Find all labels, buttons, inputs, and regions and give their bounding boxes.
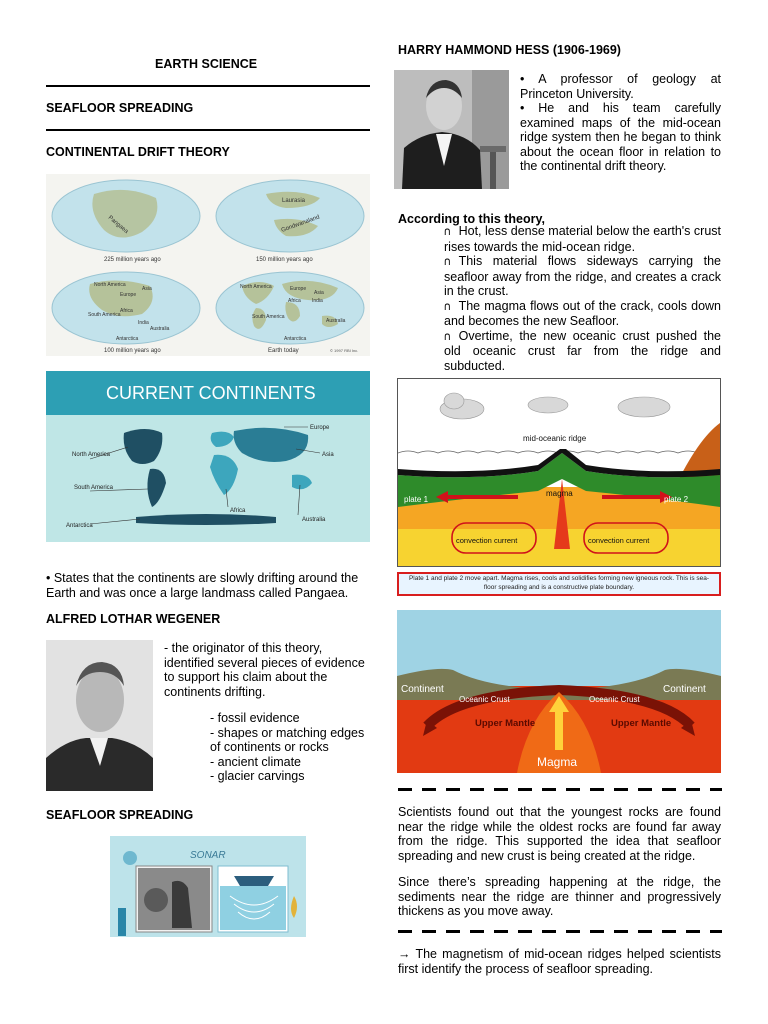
heading-seafloor-spreading-2: SEAFLOOR SPREADING — [46, 808, 194, 822]
crust-right-label: Oceanic Crust — [589, 695, 640, 704]
wegener-description: - the originator of this theory, identified several pieces of evidence to support his claim about the continents drifting. — [164, 641, 365, 699]
africa-label: Africa — [230, 508, 246, 514]
india-label: India — [312, 298, 323, 304]
plate1-label: plate 1 — [404, 495, 429, 504]
sa-label: South America — [74, 485, 114, 491]
plate2-label: plate 2 — [664, 495, 689, 504]
theory-statement: • States that the continents are slowly drifting around the Earth and was once a large landmass called Pangaea. — [46, 571, 359, 600]
evidence-item: - ancient climate — [210, 754, 302, 769]
current-continents-image — [46, 371, 370, 542]
ship-icon — [234, 876, 274, 886]
na-label: North America — [94, 282, 126, 288]
na-label: North America — [72, 452, 111, 458]
hess-bullets — [520, 72, 721, 174]
according-heading: According to this theory, — [398, 212, 545, 226]
ridge-label: mid-oceanic ridge — [523, 434, 587, 443]
world-map-shapes — [124, 428, 312, 525]
seaweed-icon — [118, 908, 126, 936]
australia-label: Australia — [326, 318, 346, 324]
mantle-left-label: Upper Mantle — [475, 718, 536, 729]
heading-seafloor-spreading: SEAFLOOR SPREADING — [46, 101, 194, 115]
bullet-icon: ᑎ — [444, 257, 451, 267]
sonar-label: SONAR — [190, 850, 226, 861]
australia-label: Australia — [150, 326, 170, 332]
laurasia-label: Laurasia — [282, 198, 306, 204]
magnetism-note: → The magnetism of mid-ocean ridges helped scientists first identify the process of seafloor spreading. — [398, 947, 721, 976]
globe-225 — [52, 180, 200, 252]
findings-sediments: Since there’s spreading happening at the ridge, the sediments near the ridge are thinner and progressively thickens as you move away. — [398, 875, 721, 918]
bullet-icon: ᑎ — [444, 301, 451, 312]
sa-label: South America — [88, 312, 121, 318]
gondwanaland-label: Gondwanaland — [280, 214, 321, 234]
dashed-divider — [398, 788, 722, 791]
theory-points — [444, 224, 721, 373]
australia-label: Australia — [302, 517, 326, 523]
magma-label: Magma — [537, 755, 578, 769]
hess-bullet: • A professor of geology at Princeton University. — [520, 72, 721, 101]
bullet-icon: ᑎ — [444, 227, 451, 237]
pangaea-label: Pangaea — [106, 214, 129, 235]
divider — [46, 85, 370, 87]
antarctica-label: Antarctica — [116, 336, 139, 342]
evidence-item: - shapes or matching edges of continents or rocks — [210, 725, 365, 754]
asia-label: Asia — [314, 290, 324, 296]
crust-diagram — [397, 610, 721, 773]
globe-today — [216, 272, 364, 344]
evidence-item: - glacier carvings — [210, 769, 305, 783]
africa-label: Africa — [288, 298, 301, 304]
caption-100: 100 million years ago — [104, 348, 161, 354]
evidence-list — [210, 711, 374, 784]
bubble-icon — [123, 851, 137, 865]
ridge-caption: Plate 1 and plate 2 move apart. Magma rises, cools and solidifies forming new igneous rock. This is sea-floor spreading and is a constructive plate boundary. — [397, 572, 721, 596]
caption-150: 150 million years ago — [256, 257, 313, 263]
magma-label: magma — [546, 489, 573, 498]
theory-point: ᑎ Hot, less dense material below the earth's crust rises towards the mid-ocean ridge. — [444, 224, 721, 254]
continent-right-label: Continent — [663, 684, 706, 695]
asia-label: Asia — [322, 452, 334, 458]
theory-point: ᑎ This material flows sideways carrying the seafloor away from the ridge, and creates a crack in the crust. — [444, 254, 721, 298]
sa-label: South America — [252, 314, 285, 320]
hess-heading: HARRY HAMMOND HESS (1906-1969) — [398, 43, 621, 57]
heading-continental-drift: CONTINENTAL DRIFT THEORY — [46, 145, 230, 159]
findings-youngest-rocks: Scientists found out that the youngest rocks are found near the ridge while the oldest rocks are found far away from the ridge. This supported the idea that seafloor spreading and new crust is being created at the ridge. — [398, 805, 721, 863]
continent-left-label: Continent — [401, 684, 444, 695]
evidence-item: - fossil evidence — [210, 711, 300, 725]
dashed-divider — [398, 930, 722, 933]
antarctica-label: Antarctica — [284, 336, 307, 342]
sonar-image — [110, 836, 306, 937]
theory-point: ᑎ The magma flows out of the crack, cools down and becomes the new Seafloor. — [444, 298, 721, 328]
theory-point: ᑎ Overtime, the new oceanic crust pushed the old oceanic crust far from the ridge and subducted. — [444, 328, 721, 373]
copyright-label: © 1997 RBI Inc. — [330, 348, 359, 353]
asia-label: Asia — [142, 286, 152, 292]
globe-100 — [52, 272, 200, 344]
map-title: CURRENT CONTINENTS — [106, 383, 316, 403]
magma-arrow — [555, 710, 563, 750]
globe-150 — [216, 180, 364, 252]
india-label: India — [138, 320, 149, 326]
antarctica-label: Antarctica — [66, 523, 93, 529]
hess-portrait — [394, 70, 509, 189]
caption-225: 225 million years ago — [104, 257, 161, 263]
africa-label: Africa — [120, 308, 133, 314]
hess-bullet: • He and his team carefully examined maps of the mid-ocean ridge system then he began to think about the ocean floor in relation to the continental drift theory. — [520, 101, 721, 173]
pangaea-maps-image — [46, 174, 370, 356]
divider — [46, 129, 370, 131]
na-label: North America — [240, 284, 272, 290]
ridge-diagram — [397, 378, 721, 567]
caption-today: Earth today — [268, 348, 299, 354]
europe-label: Europe — [290, 286, 307, 292]
bullet-icon: ᑎ — [444, 331, 451, 342]
mantle-right-label: Upper Mantle — [611, 718, 672, 729]
crust-left-label: Oceanic Crust — [459, 695, 510, 704]
wegener-heading: ALFRED LOTHAR WEGENER — [46, 612, 221, 626]
page-title: EARTH SCIENCE — [155, 57, 258, 71]
convection-left-label: convection current — [456, 536, 518, 545]
europe-label: Europe — [310, 425, 330, 431]
wegener-portrait — [46, 640, 153, 791]
convection-right-label: convection current — [588, 536, 650, 545]
europe-label: Europe — [120, 292, 137, 298]
